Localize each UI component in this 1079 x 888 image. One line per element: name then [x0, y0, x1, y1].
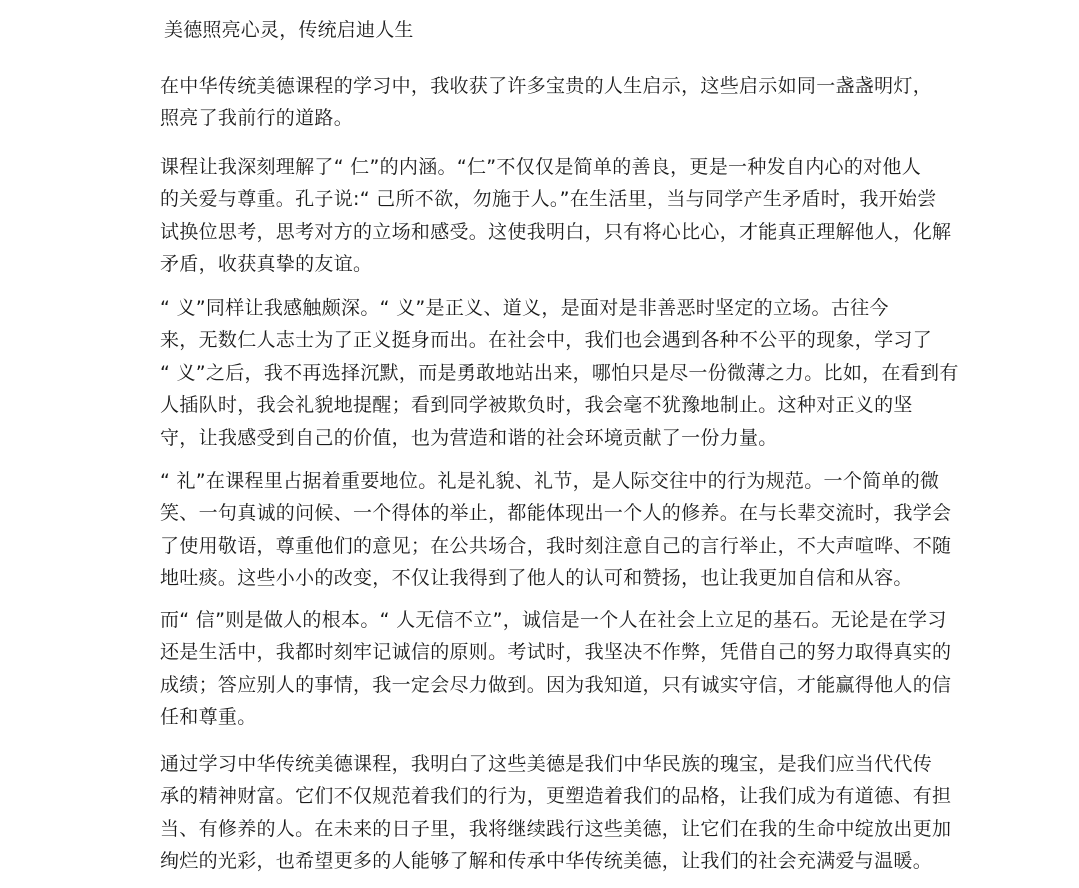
paragraph-li: [160, 465, 952, 595]
paragraph-conclusion: [160, 748, 952, 878]
paragraph-line: 地吐痰。这些小小的改变，不仅让我得到了他人的认可和赞扬，也让我更加自信和从容。: [160, 567, 913, 590]
paragraph-line: 还是生活中，我都时刻牢记诚信的原则。考试时，我坚决不作弊，凭借自己的努力取得真实的: [160, 641, 952, 664]
paragraph-line: 成绩；答应别人的事情，我一定会尽力做到。因为我知道，只有诚实守信，才能赢得他人的信: [160, 673, 952, 696]
essay-title: 美德照亮心灵，传统启迪人生: [164, 19, 414, 41]
paragraph-line: 守，让我感受到自己的价值，也为营造和谐的社会环境贡献了一份力量。: [160, 426, 778, 449]
paragraph-line: 笑、一句真诚的问候、一个得体的举止，都能体现出一个人的修养。在与长辈交流时，我学会: [160, 502, 952, 525]
paragraph-xin: [160, 604, 952, 734]
paragraph-line: 当、有修养的人。在未来的日子里，我将继续践行这些美德，让它们在我的生命中绽放出更加: [160, 817, 952, 840]
paragraph-line: “ 礼”在课程里占据着重要地位。礼是礼貌、礼节，是人际交往中的行为规范。一个简单的微: [160, 470, 940, 492]
paragraph-line: 试换位思考，思考对方的立场和感受。这使我明白，只有将心比心，才能真正理解他人，化解: [160, 220, 952, 243]
paragraph-intro: [160, 70, 933, 135]
paragraph-line: 在中华传统美德课程的学习中，我收获了许多宝贵的人生启示，这些启示如同一盏盏明灯，: [160, 75, 933, 97]
paragraph-line: 来，无数仁人志士为了正义挺身而出。在社会中，我们也会遇到各种不公平的现象，学习了: [160, 329, 933, 352]
paragraph-line: 照亮了我前行的道路。: [160, 107, 354, 130]
paragraph-line: 绚烂的光彩，也希望更多的人能够了解和传承中华传统美德，让我们的社会充满爱与温暖。: [160, 850, 933, 873]
paragraph-line: “ 义”同样让我感触颇深。“ 义”是正义、道义，是面对是非善恶时坚定的立场。古往今: [160, 297, 889, 319]
paragraph-line: 矛盾，收获真挚的友谊。: [160, 253, 373, 276]
paragraph-line: 承的精神财富。它们不仅规范着我们的行为，更塑造着我们的品格，让我们成为有道德、有担: [160, 785, 952, 808]
paragraph-line: 而“ 信”则是做人的根本。“ 人无信不立”，诚信是一个人在社会上立足的基石。无论是在学习: [160, 609, 947, 631]
paragraph-ren: [160, 151, 952, 281]
paragraph-line: 通过学习中华传统美德课程，我明白了这些美德是我们中华民族的瑰宝，是我们应当代代传: [160, 753, 933, 775]
paragraph-yi: [160, 292, 959, 454]
paragraph-line: 人插队时，我会礼貌地提醒；看到同学被欺负时，我会毫不犹豫地制止。这种对正义的坚: [160, 394, 913, 417]
paragraph-line: 的关爱与尊重。孔子说:“ 己所不欲，勿施于人。”在生活里，当与同学产生矛盾时，我开始尝: [160, 188, 937, 211]
paragraph-line: “ 义”之后，我不再选择沉默，而是勇敢地站出来，哪怕只是尽一份微薄之力。比如，在看到有: [160, 361, 959, 384]
paragraph-line: 了使用敬语，尊重他们的意见；在公共场合，我时刻注意自己的言行举止，不大声喧哗、不随: [160, 534, 952, 557]
paragraph-line: 课程让我深刻理解了“ 仁”的内涵。“仁”不仅仅是简单的善良，更是一种发自内心的对他人: [160, 156, 922, 178]
paragraph-line: 任和尊重。: [160, 706, 257, 729]
